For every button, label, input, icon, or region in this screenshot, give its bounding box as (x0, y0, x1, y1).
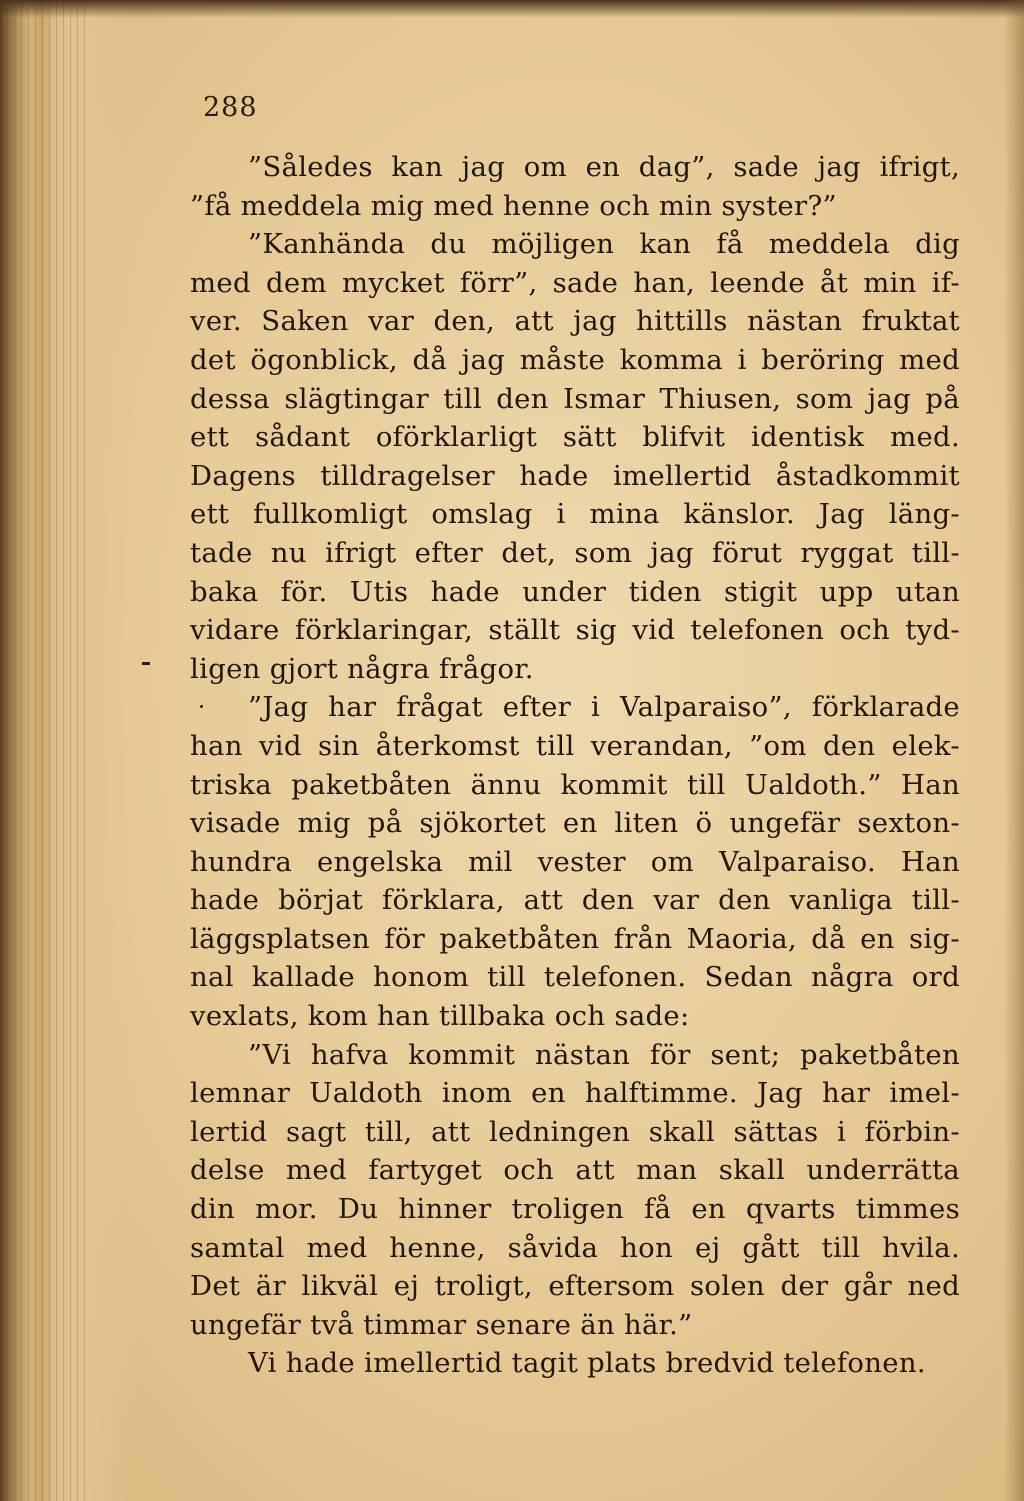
right-edge-shadow (1004, 0, 1024, 1501)
text-line: baka för. Utis hade under tiden stigit upp utan (190, 575, 960, 608)
text-line: lertid sagt till, att ledningen skall sättas i förbin- (190, 1115, 960, 1148)
text-line: ”Vi hafva kommit nästan för sent; paketbåten (248, 1038, 960, 1071)
body-text (190, 148, 960, 1383)
text-line: ett fullkomligt omslag i mina känslor. Jag läng- (190, 498, 960, 531)
text-line: delse med fartyget och att man skall underrätta (190, 1154, 960, 1187)
margin-mark (142, 662, 150, 665)
text-line: ”Jag har frågat efter i Valparaiso”, förklarade (248, 691, 960, 724)
text-line: nal kallade honom till telefonen. Sedan några ord (190, 961, 960, 994)
text-line: det ögonblick, då jag måste komma i beröring med (190, 343, 960, 376)
text-line: dessa slägtingar till den Ismar Thiusen, som jag på (190, 382, 960, 415)
text-line: samtal med henne, såvida hon ej gått till hvila. (190, 1231, 960, 1264)
text-line: ett sådant oförklarligt sätt blifvit identisk med. (190, 421, 960, 454)
top-edge-shadow (0, 0, 1024, 18)
text-line: triska paketbåten ännu kommit till Ualdoth.” Han (190, 768, 960, 801)
text-line: ligen gjort några frågor. (190, 652, 534, 685)
text-line: Dagens tilldragelser hade imellertid åstadkommit (190, 459, 960, 492)
text-line: Det är likväl ej troligt, eftersom solen der går ned (190, 1270, 960, 1303)
text-line: din mor. Du hinner troligen få en qvarts timmes (190, 1193, 960, 1226)
text-line: lemnar Ualdoth inom en halftimme. Jag har imel- (190, 1077, 960, 1110)
text-line: hade börjat förklara, att den var den vanliga till- (190, 884, 960, 917)
text-line: ungefär två timmar senare än här.” (190, 1308, 693, 1341)
text-line: med dem mycket förr”, sade han, leende åt min if- (190, 266, 960, 299)
text-line: vidare förklaringar, ställt sig vid telefonen och tyd- (190, 614, 960, 647)
text-line: vexlats, kom han tillbaka och sade: (190, 1000, 690, 1033)
text-line: ”Således kan jag om en dag”, sade jag ifrigt, (248, 151, 960, 183)
text-line: ”Kanhända du möjligen kan få meddela dig (248, 228, 960, 261)
text-line: läggsplatsen för paketbåten från Maoria, då en sig- (190, 922, 960, 955)
text-line: Vi hade imellertid tagit plats bredvid telefonen. (248, 1347, 926, 1380)
text-line: han vid sin återkomst till verandan, ”om den elek- (190, 729, 960, 762)
text-line: ”få meddela mig med henne och min syster?” (190, 189, 837, 222)
text-line: hundra engelska mil vester om Valparaiso. Han (190, 845, 960, 878)
text-line: tade nu ifrigt efter det, som jag förut ryggat till- (190, 536, 960, 569)
text-line: ver. Saken var den, att jag hittills nästan fruktat (190, 305, 960, 338)
page-edges (0, 0, 90, 1501)
page-number: 288 (203, 92, 258, 123)
text-line: visade mig på sjökortet en liten ö ungefär sexton- (190, 807, 960, 840)
